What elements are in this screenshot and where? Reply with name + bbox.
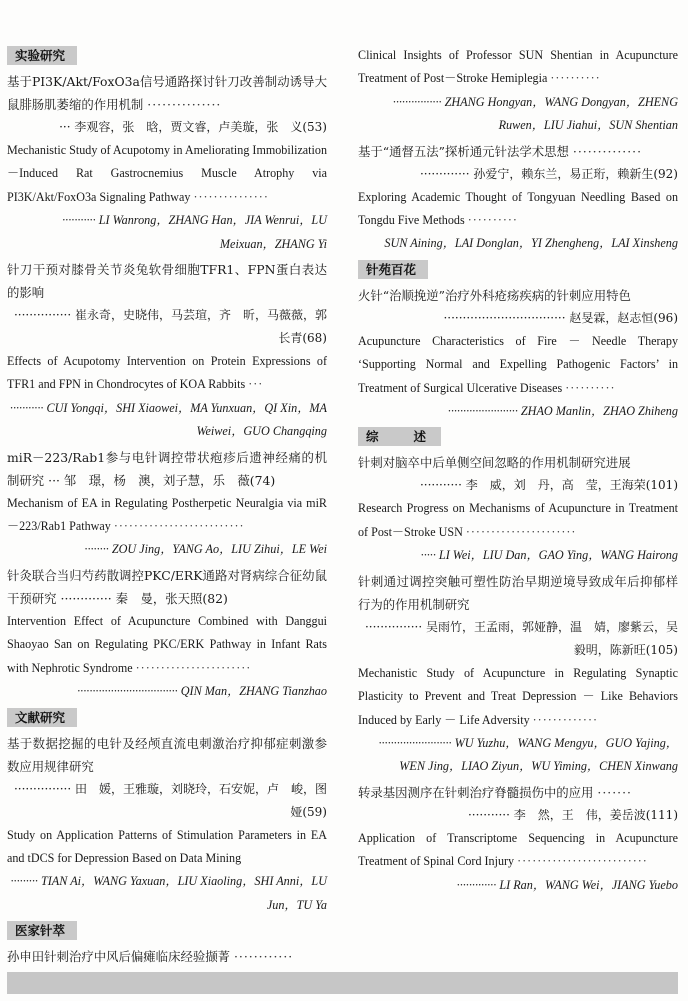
section-experimental — [7, 44, 327, 704]
leader-dots: ············· — [532, 712, 599, 727]
section-heading: 文献研究 — [7, 708, 77, 727]
entry-title-en: Mechanistic Study of Acupuncture in Regulating Synaptic Plasticity to Prevent and Treat Depression － Like Behaviors Induced by Early － Life Adversity — [358, 665, 678, 727]
section-physician-essence-cont — [358, 44, 678, 256]
leader-dots: ··············· — [147, 97, 222, 112]
entry-title-zh: 针刺通过调控突触可塑性防治早期逆境导致成年后抑郁样行为的作用机制研究 — [358, 573, 678, 612]
entry-authors-zh: ··· 邹 璟，杨 澳，刘子慧，乐 薇(74) — [48, 472, 276, 488]
toc-entry[interactable] — [358, 570, 678, 779]
section-heading: 针苑百花 — [358, 260, 428, 279]
entry-authors-zh: ··········· 李 威，刘 丹，高 莹，王海荣(101) — [419, 478, 678, 493]
entry-title-zh: 火针“治顺挽逆”治疗外科疮疡疾病的针刺应用特色 — [358, 287, 631, 303]
section-heading: 综 述 — [358, 427, 441, 446]
leader-dots: ·························· — [517, 854, 648, 869]
entry-title-en: Clinical Insights of Professor SUN Shentian in Acupuncture Treatment of Post－Stroke Hemiplegia — [358, 48, 678, 86]
entry-authors-zh: ············· 秦 曼，张天照(82) — [60, 590, 228, 606]
entry-authors-zh: ································ 赵旻霖，赵志恒(96) — [443, 310, 678, 325]
toc-entry[interactable] — [7, 564, 327, 704]
section-heading: 医家针萃 — [7, 921, 77, 940]
section-acupuncture-garden — [358, 258, 678, 424]
section-heading: 实验研究 — [7, 46, 77, 65]
entry-authors-zh: ············· 孙爱宁，赖东兰，易正珩，赖新生(92) — [419, 166, 678, 181]
entry-title-en: Exploring Academic Thought of Tongyuan Needling Based on Tongdu Five Methods — [358, 189, 678, 228]
entry-title-zh: 针刀干预对膝骨关节炎兔软骨细胞TFR1、FPN蛋白表达的影响 — [7, 262, 327, 301]
entry-authors-en: SUN Aining，LAI Donglan，YI Zhengheng，LAI Xinsheng — [384, 236, 678, 251]
toc-left-column — [7, 44, 340, 993]
leader-dots: ·········· — [550, 71, 601, 86]
leader-dots: ··· — [248, 377, 264, 392]
section-review — [358, 425, 678, 896]
section-literature — [7, 706, 340, 918]
leader-dots: ······················· — [135, 660, 252, 675]
entry-authors-en: ················ ZHANG Hongyan，WANG Dongyan，ZHENG Ruwen，LIU Jiahui，SUN Shentian — [392, 94, 678, 133]
toc-entry[interactable] — [7, 70, 327, 256]
entry-authors-zh: ··············· 吴雨竹，王孟雨，郭娅静，温 婧，廖紫云，吴毅明，陈新旺(105) — [364, 619, 678, 657]
leader-dots: ··············· — [193, 189, 269, 204]
toc-entry[interactable] — [358, 44, 678, 138]
footer-bar — [7, 972, 678, 994]
entry-title-en: Application of Transcriptome Sequencing in Acupuncture Treatment of Spinal Cord Injury — [358, 830, 678, 869]
entry-title-zh: 转录基因测序在针刺治疗脊髓损伤中的应用 — [358, 784, 594, 800]
entry-title-en: Study on Application Patterns of Stimulation Parameters in EA and tDCS for Depression Based on Data Mining — [7, 827, 327, 865]
entry-title-zh: 针刺对脑卒中后单侧空间忽略的作用机制研究进展 — [358, 455, 631, 471]
toc-entry[interactable] — [7, 258, 327, 444]
entry-title-en: Research Progress on Mechanisms of Acupuncture in Treatment of Post－Stroke USN — [358, 501, 678, 539]
entry-title-zh: 基于“通督五法”探析通元针法学术思想 — [358, 143, 569, 159]
toc-right-column — [358, 44, 678, 899]
leader-dots: ·············· — [572, 143, 643, 159]
toc-entry[interactable] — [7, 446, 327, 562]
leader-dots: ······················ — [465, 524, 577, 539]
entry-authors-en: ··········· CUI Yongqi，SHI Xiaowei，MA Yunxuan，QI Xin，MA Weiwei，GUO Changqing — [9, 400, 327, 439]
leader-dots: ·········· — [467, 213, 518, 228]
entry-authors-en: ········ ZOU Jing，YANG Ao，LIU Zihui，LE Wei — [84, 542, 327, 557]
entry-title-en: Acupuncture Characteristics of Fire － Needle Therapy ‘Supporting Normal and Expelling Pathogenic Factors’ in Treatment of Surgical Ulcerative Diseases — [358, 333, 678, 395]
entry-title-zh: 基于PI3K/Akt/FoxO3a信号通路探讨针刀改善制动诱导大鼠腓肠肌萎缩的作用机制 — [7, 74, 327, 112]
entry-authors-en: ··········· LI Wanrong，ZHANG Han，JIA Wenrui，LU Meixuan，ZHANG Yi — [62, 213, 327, 251]
toc-entry[interactable] — [7, 732, 340, 918]
entry-authors-zh: ··· 李观容，张 晗，贾文睿，卢美璇，张 义(53) — [59, 120, 327, 134]
leader-dots: ······· — [597, 784, 632, 800]
entry-authors-zh: ··············· 崔永奇，史晓伟，马芸瑄，齐 昕，马薇薇，郭长青(68) — [13, 308, 327, 346]
toc-entry[interactable] — [358, 284, 678, 424]
leader-dots: ·························· — [113, 519, 245, 534]
entry-authors-en: ························ WU Yuzhu，WANG Mengyu，GUO Yajing，WEN Jing，LIAO Ziyun，WU Yiming，CHEN Xinwang — [378, 735, 678, 774]
entry-authors-en: ····· LI Wei，LIU Dan，GAO Ying，WANG Hairong — [420, 548, 678, 563]
entry-title-zh: 针灸联合当归芍药散调控PKC/ERK通路对肾病综合征幼鼠干预研究 — [7, 567, 327, 606]
toc-entry[interactable] — [358, 140, 678, 256]
entry-title-zh: 孙申田针刺治疗中风后偏瘫临床经验撷菁 — [7, 949, 231, 965]
entry-authors-en: ············· LI Ran，WANG Wei，JIANG Yuebo — [456, 877, 678, 892]
toc-entry[interactable] — [358, 781, 678, 897]
leader-dots: ·········· — [565, 380, 616, 395]
toc-entry[interactable] — [358, 451, 678, 567]
entry-title-en: Mechanism of EA in Regulating Postherpetic Neuralgia via miR－223/Rab1 Pathway — [7, 495, 327, 534]
entry-authors-en: ······················· ZHAO Manlin，ZHAO Zhiheng — [447, 404, 678, 419]
leader-dots: ············ — [233, 949, 294, 965]
entry-authors-zh: ··············· 田 媛，王雅璇，刘晓玲，石安妮，卢 峻，图 娅(59) — [13, 781, 340, 819]
entry-authors-zh: ··········· 李 然，王 伟，姜岳波(111) — [467, 807, 678, 822]
entry-title-zh: 基于数据挖掘的电针及经颅直流电刺激治疗抑郁症刺激参数应用规律研究 — [7, 735, 327, 774]
entry-authors-en: ········· TIAN Ai，WANG Yaxuan，LIU Xiaoling，SHI Anni，LU Jun，TU Ya — [10, 874, 327, 912]
entry-title-en: Effects of Acupotomy Intervention on Protein Expressions of TFR1 and FPN in Chondrocytes of KOA Rabbits — [7, 354, 327, 392]
entry-authors-en: ································· QIN Man，ZHANG Tianzhao — [77, 684, 327, 699]
entry-title-en: Intervention Effect of Acupuncture Combined with Danggui Shaoyao San on Regulating PKC/ERK Pathway in Infant Rats with Nephrotic Syndrome — [7, 613, 327, 675]
entry-title-en: Mechanistic Study of Acupotomy in Ameliorating Immobilization－Induced Rat Gastrocnemius Muscle Atrophy via PI3K/Akt/FoxO3a Signaling Pathway — [7, 143, 327, 204]
entry-title-zh: miR－223/Rab1参与电针调控带状疱疹后遗神经痛的机制研究 — [7, 449, 327, 488]
